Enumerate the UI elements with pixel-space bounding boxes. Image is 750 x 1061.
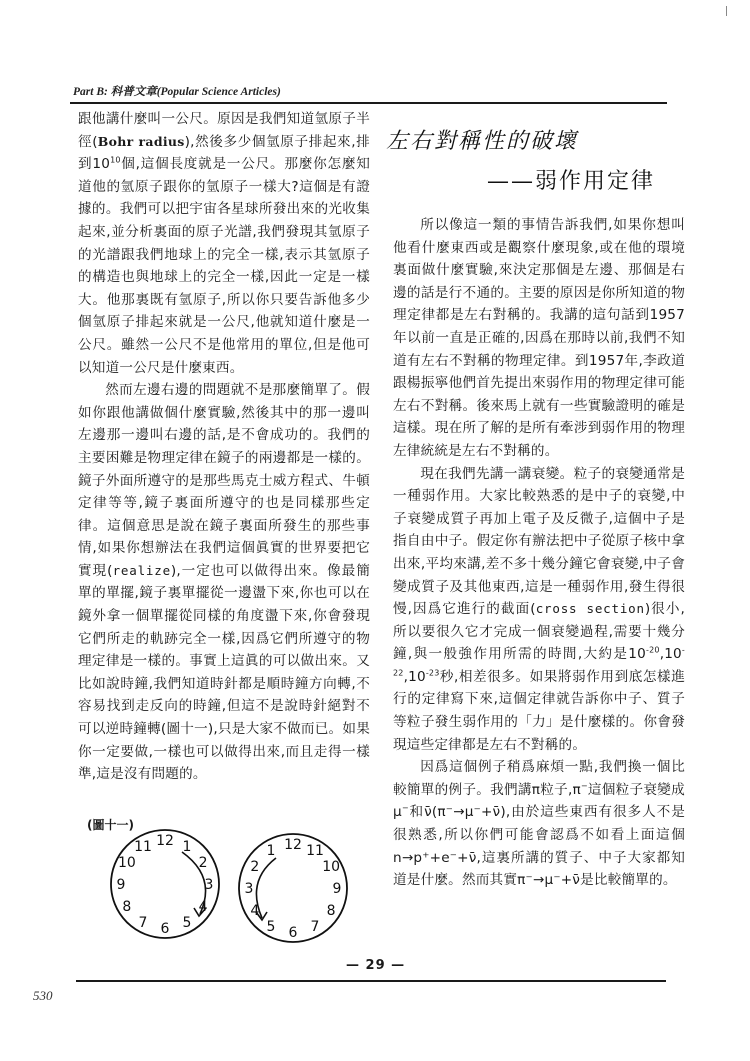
text-span: 然而左邊右邊的問題就不是那麼簡單了。假如你跟他講做個什麼實驗,然後其中的那一邊叫左邊那一邊叫右邊的話,是不會成功的。我們的主要困難是物理定律在鏡子的兩邊都是一樣的。鏡子外面所遵守的是那些馬克士威方程式、牛頓定律等等,鏡子裏面所遵守的也是同樣那些定律。這個意思是說在鏡子裏面所發生的那些事情,如果你想辦法在我們這個眞實的世界要把它實現( (78, 382, 370, 579)
bottom-rule (76, 980, 666, 982)
text-span: ,10 (659, 646, 682, 663)
clock-numeral: 1 (266, 842, 276, 859)
exponent: -22 (393, 645, 685, 678)
superscript-minus: − (580, 781, 588, 791)
right-paragraph-2 (393, 463, 685, 757)
clock-figure-clockwise (102, 822, 232, 942)
left-column (78, 108, 370, 786)
running-head: Part B: 科普文章(Popular Science Articles) (73, 86, 281, 98)
counterclockwise-arrow (256, 858, 276, 918)
article-subtitle: ——弱作用定律 (487, 169, 656, 194)
clock-numeral: 6 (160, 921, 170, 937)
clock-numeral: 9 (116, 877, 126, 893)
page-number-center: — 29 — (346, 958, 406, 973)
clock-numeral: 5 (266, 919, 276, 936)
page-number-outer: 530 (33, 988, 53, 1003)
clock-numeral: 7 (310, 919, 320, 936)
text-span: 和ν̄(π⁻→μ⁻+ν̄),由於這些東西有很多人不是很熟悉,所以你們可能會認爲不如看上面這個n→p⁺+e⁻+ν̄,這裏所講的質子、中子大家都知道是什麼。然而其實π⁻→μ⁻+ν̄是比較簡單的。 (393, 804, 685, 889)
bohr-radius-term: Bohr radius (97, 133, 185, 149)
clock-numeral: 7 (138, 915, 148, 932)
text-span: )很小,所以要很久它才完成一個衰變過程,需要十幾分鐘,與一般強作用所需的時間,大約是10 (393, 601, 685, 663)
clock-numeral: 1 (182, 838, 192, 855)
left-paragraph-1 (78, 108, 370, 379)
text-span: 因爲這個例子稍爲麻煩一點,我們換一個比較簡單的例子。我們講π粒子,π (393, 759, 685, 798)
clock-numbers (245, 837, 342, 941)
right-paragraph-3 (393, 756, 685, 892)
clock-numeral: 2 (198, 855, 208, 871)
clock-numeral: 11 (134, 838, 152, 855)
clock-numeral: 8 (326, 903, 336, 919)
exponent: -23 (425, 668, 440, 678)
clock-numeral: 4 (250, 903, 260, 919)
exponent: -20 (646, 645, 660, 655)
figure-label: (圖十一) (87, 818, 134, 832)
exponent: 10 (110, 155, 121, 165)
text-span: ),然後多少個氫原子排起來,排到10 (78, 133, 370, 173)
cross-section-term: cross section (535, 601, 645, 617)
clock-numeral: 3 (204, 877, 214, 893)
text-span: 這個粒子衰變成μ (393, 781, 685, 821)
clock-numbers (117, 833, 214, 937)
clock-numeral: 9 (332, 881, 342, 897)
clock-numeral: 5 (182, 915, 192, 932)
right-column (393, 214, 685, 892)
margin-mark (726, 6, 727, 16)
text-span: ),一定也可以做得出來。像最簡單的單擺,鏡子裏單擺從一邊盪下來,你也可以在鏡外拿一個單擺從同樣的角度盪下來,你會發現它們所走的軌跡完全一樣,因爲它們所遵守的物理定律是一樣的。事實上這眞的可以做出來。又比如說時鐘,我們知道時針都是順時鐘方向轉,不容易找到走反向的時鐘,但這不是說時針絕對不可以逆時鐘轉(圖十一),只是大家不做而已。如果你一定要做,一樣也可以做得出來,而且走得一樣準,這是沒有問題的。 (78, 562, 371, 783)
right-paragraph-1: 所以像這一類的事情告訴我們,如果你想叫他看什麼東西或是觀察什麼現象,或在他的環境裏面做什麼實驗,來決定那個是左邊、那個是右邊的話是行不通的。主要的原因是你所知道的物理定律都是左右對稱的。我講的這句話到1957年以前一直是正確的,因爲在那時以前,我們不知道有左右不對稱的物理定律。到1957年,李政道跟楊振寧他們首先提出來弱作用的物理定律可能左右不對稱。後來馬上就有一些實驗證明的確是這樣。現在所了解的是所有牽涉到弱作用的物理左律統統是左右不對稱的。 (393, 217, 685, 459)
clock-numeral: 10 (117, 855, 136, 871)
text-span: ,10 (403, 668, 426, 685)
clock-numeral: 6 (288, 925, 298, 941)
text-span: 個,這個長度就是一公尺。那麼你怎麼知道他的氫原子跟你的氫原子一樣大?這個是有證據的。我們可以把宇宙各星球所發出來的光收集起來,並分析裏面的原子光譜,我們發現其氫原子的光譜跟我們地球上的完全一樣,表示其氫原子的構造也與地球上的完全一樣,因此一定是一樣大。他那裏既有氫原子,所以你只要告訴他多少個氫原子排起來就是一公尺,他就知道什麼是一公尺。雖然一公尺不是他常用的單位,但是他可以知道一公尺是什麼東西。 (78, 156, 371, 376)
top-rule (70, 102, 667, 104)
clock-numeral: 11 (306, 842, 324, 859)
clock-numeral: 4 (198, 899, 208, 915)
clock-numeral: 2 (250, 859, 260, 875)
text-span: 秒,相差很多。如果將弱作用到底怎樣進行的定律寫下來,這個定律就告訴你中子、質子等粒子發生弱作用的「力」是什麼樣的。你會發現這些定律都是左右不對稱的。 (393, 668, 685, 753)
clock-figure-counterclockwise (228, 826, 358, 946)
clock-numeral: 8 (122, 899, 132, 915)
text-span: 跟他講什麼叫一公尺。原因是我們知道氫原子半徑( (78, 111, 370, 150)
superscript-minus: − (401, 803, 409, 813)
clock-numeral: 12 (284, 837, 302, 853)
clock-numeral: 10 (322, 859, 341, 875)
article-title: 左右對稱性的破壞 (386, 129, 579, 154)
clock-numeral: 3 (244, 881, 254, 897)
clock-numeral: 12 (156, 833, 174, 849)
text-span: 現在我們先講一講衰變。粒子的衰變通常是一種弱作用。大家比較熟悉的是中子的衰變,中子衰變成質子再加上電子及反微子,這個中子是指自由中子。假定你有辦法把中子從原子核中拿出來,平均來講,差不多十幾分鐘它會衰變,中子會變成質子及其他東西,這是一種弱作用,發生得很慢,因爲它進行的截面( (393, 465, 685, 618)
left-paragraph-2 (78, 379, 370, 786)
realize-term: realize (112, 562, 171, 578)
